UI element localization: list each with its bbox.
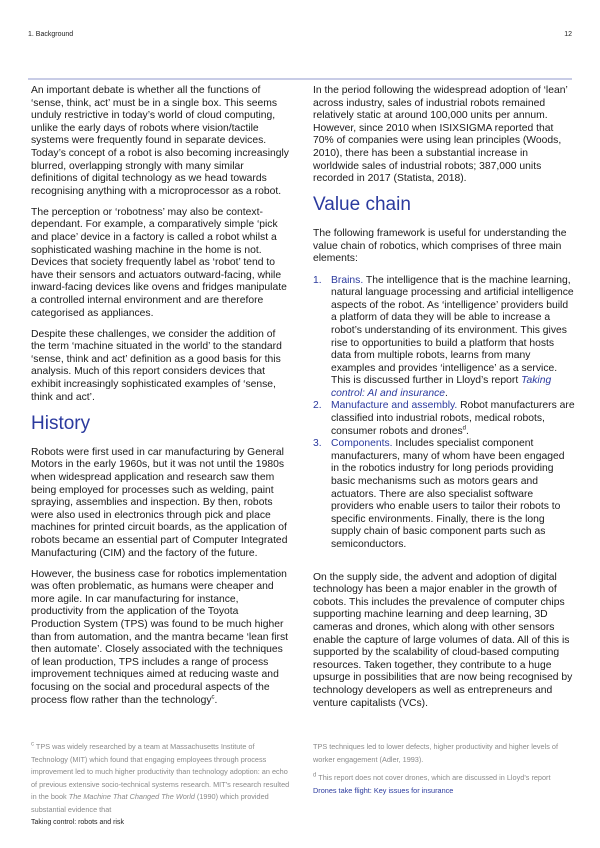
paragraph: Robots were first used in car manufacturing by General Motors in the early 1960s, but it was not until the 1980s when widespread application and research saw them being employed for processes such as welding, paint spraying, assemblies and inspection. By then, robots were also used in electronics through pick and place machines for printed circuit boards, as the application of robots became an essential part of Computer Integrated Manufacturing (CIM) and the factory of the future. [31, 446, 288, 559]
footnote-ref-c[interactable]: c [211, 694, 215, 701]
page-number: 12 [564, 31, 572, 38]
section-label: 1. Background [28, 31, 74, 38]
footnote-marker: d [313, 772, 317, 779]
list-item-text: Includes specialist component manufacturers, many of whom have been engaged in the robotics industry for long periods providing basic mechanisms such as motors gears and actuators. There are also specialist software providers who enable users to tailor their robots to specific environments. Finally, there is the long supply chain of basic component parts such as semiconductors. [331, 438, 565, 550]
list-item-components [313, 438, 575, 551]
right-column [313, 85, 575, 719]
paragraph: In the period following the widespread adoption of ‘lean’ across industry, sales of industrial robots remained relatively static at around 100,000 units per annum. However, since 2010 when ISIXSIGMA reported that 70% of companies were using lean principles (Woods, 2010), there has been a substantial increase in worldwide sales of industrial robots; 387,000 units recorded in 2017 (Statista, 2018). [313, 85, 568, 185]
footnote-ref-d[interactable]: d [462, 425, 467, 432]
footnote-text: (1990) which provided substantial evidence that [31, 792, 269, 814]
list-item-manufacture [313, 400, 575, 438]
footnote-d [313, 772, 575, 797]
list-item-text: Robot manufacturers are classified into industrial robots, medical robots, consumer robots and drones [331, 400, 575, 437]
page-footer: Taking control: robots and risk [31, 819, 124, 826]
header-divider [28, 78, 572, 80]
paragraph: An important debate is whether all the functions of ‘sense, think, act’ must be in a single box. This seems unduly restrictive in today’s world of cloud computing, unlike the early days of robots where vision/tactile systems were frequently found in separate devices. Today’s concept of a robot is also becoming increasingly blurred, overlapping strongly with many similar definitions of digital technology as we head towards recognising anything with a microprocessor as a robot. [31, 85, 289, 197]
history-heading: History [31, 412, 91, 434]
list-item-title: Brains. [331, 274, 364, 286]
report-link-ai-insurance[interactable]: Taking control: AI and insurance [331, 375, 552, 399]
punctuation: . [466, 425, 469, 437]
list-item-title: Components. [331, 438, 393, 450]
paragraph-text: However, the business case for robotics implementation was often problematic, as humans were cheaper and more agile. In car manufacturing for instance, productivity from the application of the Toyota Production System (TPS) was found to be much higher than from automation, and the mantra became ‘lean first then automate’. Closely associated with the techniques of lean production, TPS includes a range of process improvement techniques aimed at reducing waste and focusing on the social and procedural aspects of the process flow rather than the technology [31, 568, 289, 706]
list-item-text: The intelligence that is the machine learning, natural language processing and artificial intelligence aspects of the robot. As ‘intelligence’ providers build a platform of data they will be able to increase a robot’s understanding of its environment. This gives rise to opportunities to build a platform that hosts data from multiple robots, learns from many examples and provides ‘intelligence’ as a service. This is discussed further in Lloyd’s report [331, 274, 574, 387]
footnote-marker: c [31, 741, 34, 748]
list-number: 2. [313, 400, 322, 412]
paragraph: The following framework is useful for understanding the value chain of robotics, which comprises of three main elements: [313, 228, 567, 265]
list-item-title: Manufacture and assembly. [331, 400, 458, 412]
footnote-c [31, 741, 293, 823]
value-chain-list [313, 275, 575, 552]
paragraph: The perception or ‘robotness’ may also be context-dependant. For example, a comparatively simple ‘pick and place’ device in a factory is called a robot whilst a sophisticated washing machine in the home is not. Devices that society frequently label as ‘robot’ tend to have their sensors and actuators outward-facing, while inward-facing devices like ovens and fridges manipulate a controlled internal environment and are therefore categorised as appliances. [31, 206, 287, 319]
footnotes-right [313, 741, 575, 803]
list-item-brains [313, 275, 575, 401]
book-title: The Machine That Changed The World [68, 792, 195, 802]
footnote-text: TPS was widely researched by a team at Massachusetts Institute of Technology (MIT) which found that engaging employees through process improvement led to much higher productivity than technology adoption: an echo of previous extensive socio-technical systems research. MIT’s research resulted in the book [31, 742, 290, 802]
report-link-drones[interactable]: Drones take flight: Key issues for insurance [313, 785, 454, 795]
paragraph: On the supply side, the advent and adoption of digital technology has been a major enabler in the growth of cobots. This includes the prevalence of computer chips supporting machine learning and deep learning, 3D cameras and drones, which along with other sensors enable the capture of large volumes of data. All of this is supported by the scalability of cloud-based computing resources. Taken together, they contribute to a huge upsurge in possibilities that are now being recognised by technology developers as well as entrepreneurs and venture capitalists (VCs). [313, 571, 573, 709]
punctuation: . [445, 387, 448, 399]
footnote-c-continued: TPS techniques led to lower defects, higher productivity and higher levels of worker engagement (Adler, 1993). [313, 742, 558, 764]
paragraph [31, 569, 289, 708]
footnote-text: This report does not cover drones, which are discussed in Lloyd’s report [316, 773, 551, 783]
left-column [31, 85, 289, 716]
running-header [28, 31, 572, 38]
list-number: 1. [313, 274, 322, 286]
punctuation: . [214, 694, 218, 706]
paragraph: Despite these challenges, we consider the addition of the term ‘machine situated in the world’ to the standard ‘sense, think and act’ definition as a good basis for this analysis. Much of this report considers devices that exhibit increasingly sophisticated examples of ‘sense, think and act’. [31, 328, 282, 403]
list-number: 3. [313, 438, 322, 450]
value-chain-heading: Value chain [313, 194, 411, 216]
